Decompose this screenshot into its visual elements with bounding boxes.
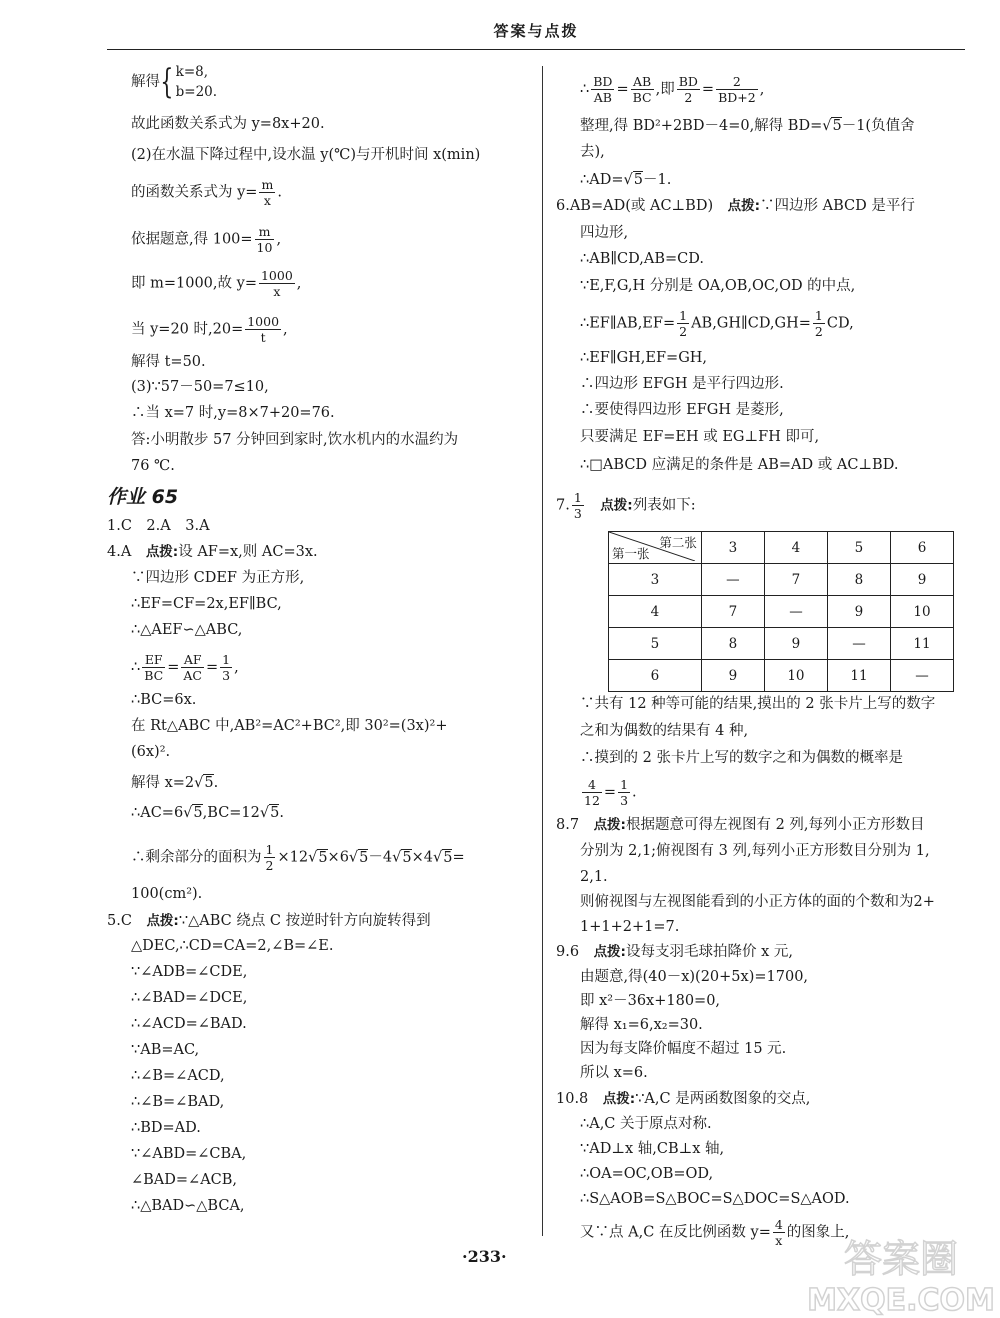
text-span: . [279,805,284,821]
text-line: 76 ℃. [131,458,175,474]
text-line: 在 Rt△ABC 中,AB²=AC²+BC²,即 30²=(3x)²+ [131,718,448,734]
radicand: 5 [193,805,203,821]
text-line: ∴OA=OC,OB=OD, [580,1166,714,1182]
text-line [131,177,282,208]
system-b: b=20. [175,84,218,100]
table-cell: 7 [764,564,827,596]
row-header: 6 [609,660,702,692]
text-span: 即 m=1000,故 y= [131,275,257,292]
text-line: 去), [580,144,605,160]
text-span: ∵△ABC 绕点 C 按逆时针方向旋转得到 [178,913,431,929]
probability-table [608,531,954,692]
text-line: ∴摸到的 2 张卡片上写的数字之和为偶数的概率是 [580,750,903,766]
text-line: ∴要使得四边形 EFGH 是菱形, [580,402,784,418]
row-header: 3 [609,564,702,596]
text-line: 分别为 2,1;俯视图有 3 列,每列小正方形数目分别为 1, [580,843,930,859]
text-span: ∴AD= [580,172,624,188]
answer-line: 1.C 2.A 3.A [107,518,210,534]
numerator: 1000 [247,314,280,329]
text-span: ×4 [411,849,433,866]
fraction [716,74,758,105]
text-span: 的图象上, [786,1224,850,1241]
answer-number: 8.7 [556,817,580,833]
table-cell: 8 [701,628,764,660]
text-span: ×12 [277,849,309,866]
answer-9 [556,942,793,962]
denominator: 2 [265,858,274,873]
radicand: 5 [270,805,280,821]
text-span: ∵A,C 是两函数图象的交点, [635,1091,811,1107]
answer-number: 7. [556,497,570,514]
text-span: . [213,775,219,791]
hint-label: 点拨: [727,198,761,214]
table-cell: — [890,660,953,692]
column-header: 6 [890,532,953,564]
denominator: AB [593,90,612,105]
text-line [131,314,288,345]
denominator: 12 [584,793,600,808]
text-line: ∴EF∥GH,EF=GH, [580,350,708,366]
hint-label: 点拨: [593,817,626,833]
text-line: ∴△AEF∽△ABC, [131,622,243,638]
numerator: 1 [814,308,823,323]
numerator: BD [678,74,698,89]
answer-10 [556,1089,810,1109]
text-line: ∴AB∥CD,AB=CD. [580,251,704,267]
numerator: 1000 [260,268,293,283]
answer-number: 4.A [107,544,132,560]
text-line: ∵AB=AC, [131,1042,200,1058]
text-span: , [283,321,288,338]
text-line: ∴EF=CF=2x,EF∥BC, [131,596,282,612]
text-line: ∵四边形 CDEF 为正方形, [131,570,305,586]
radicand: 5 [443,849,453,866]
text-line [131,224,281,255]
fraction [142,652,165,683]
hint-label: 点拨: [145,544,179,560]
header-rule [107,49,965,50]
numerator: 1 [679,308,688,323]
table-cell: 10 [890,596,953,628]
fraction [572,490,584,521]
watermark-logo [806,1232,996,1316]
table-corner-cell [609,532,702,564]
fraction [582,777,602,808]
fraction [181,652,204,683]
text-span: AB,GH∥CD,GH= [691,315,811,332]
text-line [131,268,301,299]
text-span: ∴EF∥AB,EF= [580,315,676,332]
text-span: . [632,784,637,801]
text-line: 由题意,得(40－x)(20+5x)=1700, [580,969,809,985]
text-span: 的函数关系式为 y= [131,184,258,201]
table-row [609,564,954,596]
table-cell: 11 [827,660,890,692]
text-line: ∵共有 12 种等可能的结果,摸出的 2 张卡片上写的数字 [580,696,936,712]
answer-8 [556,815,925,835]
text-span: 依据题意,得 100= [131,231,253,248]
table-row [609,660,954,692]
text-span: 又∵点 A,C 在反比例函数 y= [580,1224,771,1241]
table-cell: 8 [827,564,890,596]
denominator: BC [144,668,164,683]
text-span: = [701,81,715,98]
text-span: ×6 [327,849,349,866]
text-span: －1(负值舍 [841,118,915,134]
fraction [220,652,232,683]
text-line: ∴BD=AD. [131,1120,201,1136]
numerator: 2 [716,74,758,90]
text-line: ∴剩余部分的面积为 $\frac{1}{2}$ ×12√5×6√5－4√5×4√5= [131,842,465,873]
denominator: 3 [620,793,629,808]
numerator: 1 [573,490,582,505]
hint-label: 点拨: [602,1091,636,1107]
column-header: 5 [827,532,890,564]
fraction [677,308,689,339]
text-span: 列表如下: [632,497,696,514]
fraction [259,268,295,299]
text-span: －1. [642,172,672,188]
column-header: 3 [701,532,764,564]
numerator: BD [593,74,613,89]
text-line: 所以 x=6. [580,1065,648,1081]
text-line: ∴S△AOB=S△BOC=S△DOC=S△AOD. [580,1191,850,1207]
equation-system [176,62,217,102]
text-span: 当 y=20 时,20= [131,321,244,338]
denominator: 3 [222,668,231,683]
text-span: 解得 x=2 [131,775,195,791]
answer-5 [107,911,431,931]
radicand: 5 [359,849,369,866]
radicand: 5 [204,775,214,791]
text-span: . [277,184,282,201]
text-line: 因为每支降价幅度不超过 15 元. [580,1041,787,1057]
text-line: △DEC,∴CD=CA=2,∠B=∠E. [131,938,334,954]
text-line: (6x)². [131,744,171,760]
hint-label: 点拨: [146,913,179,929]
text-line [580,777,637,808]
numerator: m [255,224,275,240]
text-span: , [759,81,765,98]
text-line: ∴A,C 关于原点对称. [580,1116,712,1132]
table-row [609,596,954,628]
text-span: 设 AF=x,则 AC=3x. [178,544,318,560]
table-cell: 10 [764,660,827,692]
text-line: 解得 x=2√5. [131,775,219,791]
text-line: 则俯视图与左视图能看到的小正方体的面的个数和为2+ [580,894,935,910]
denominator: t [260,330,266,345]
text-span: = [167,659,180,676]
radicand: 5 [402,849,412,866]
text-span: = [603,784,617,801]
answer-number: 6.AB=AD(或 AC⊥BD) [556,198,714,214]
answer-6 [556,196,915,216]
answer-number: 5.C [107,913,132,929]
fraction [245,314,281,345]
brace-symbol: { [160,62,174,102]
text-line: ∴∠B=∠ACD, [131,1068,225,1084]
table-cell: 9 [701,660,764,692]
text-span: = [205,659,219,676]
text-span: －4 [368,849,393,866]
table-cell: 7 [701,596,764,628]
table-row [609,628,954,660]
fraction [813,308,825,339]
text-span: CD, [826,315,854,332]
text-line: (3)∵57－50=7≤10, [131,379,269,395]
numerator: 4 [582,777,602,793]
answer-number: 9.6 [556,944,580,960]
text-line [580,308,854,339]
text-line: 四边形, [580,225,629,241]
table-cell: 9 [764,628,827,660]
hint-label: 点拨: [593,944,626,960]
denominator: x [775,1233,783,1248]
fraction [631,74,654,105]
text-line: 2,1. [580,869,608,885]
table-cell: — [764,596,827,628]
text-span: 根据题意可得左视图有 2 列,每列小正方形数目 [625,817,925,833]
hint-label: 点拨: [600,497,633,514]
text-line: ∴∠B=∠BAD, [131,1094,225,1110]
fraction [255,224,275,255]
corner-top-label: 第二张 [659,535,697,550]
column-header: 4 [764,532,827,564]
numerator: AB [631,74,654,90]
page-number: ·233· [462,1247,507,1266]
text-line: ∵AD⊥x 轴,CB⊥x 轴, [580,1141,725,1157]
text-line: 答:小明散步 57 分钟回到家时,饮水机内的水温约为 [131,432,459,448]
text-line: 之和为偶数的结果有 4 种, [580,723,749,739]
fraction [591,74,614,105]
solve-system-line [131,62,217,102]
text-span: = [452,849,465,866]
text-line: ∴AC=6√5,BC=12√5. [131,805,284,821]
section-title: 作业 65 [107,486,179,508]
numerator: 1 [620,777,629,792]
text-span: 整理,得 BD²+2BD－4=0,解得 BD= [580,118,823,134]
text-line: ∵∠ABD=∠CBA, [131,1146,247,1162]
text-line [580,74,764,105]
text-line: ∴∠ACD=∠BAD. [131,1016,247,1032]
row-header: 4 [609,596,702,628]
text-line: ∠BAD=∠ACB, [131,1172,238,1188]
fraction [264,842,276,873]
text-span: ∴剩余部分的面积为 [131,849,262,866]
numerator: 4 [774,1217,783,1232]
text-line [131,652,239,683]
denominator: 3 [573,506,582,521]
denominator: 2 [684,90,693,105]
numerator: AF [181,652,204,668]
text-line: ∴AD=√5－1. [580,172,672,188]
page-header: 答案与点拨 [493,22,579,40]
text-line: 即 x²－36x+180=0, [580,993,721,1009]
table-header-row [609,532,954,564]
numerator: EF [142,652,165,668]
text-line: 整理,得 BD²+2BD－4=0,解得 BD=√5－1(负值舍 [580,118,915,134]
watermark-line1: 答案圈 [843,1237,959,1281]
denominator: 2 [814,324,823,339]
denominator: 10 [256,240,273,255]
denominator: BC [632,90,652,105]
answer-7 [556,490,696,521]
denominator: 2 [679,324,688,339]
watermark-line2: MXQE.COM [807,1283,995,1316]
text-line: 只要满足 EF=EH 或 EG⊥FH 即可, [580,429,820,445]
denominator: BD+2 [718,90,756,105]
text-line: ∵E,F,G,H 分别是 OA,OB,OC,OD 的中点, [580,278,856,294]
text-line: 解得 t=50. [131,354,206,370]
fraction [259,177,275,208]
answer-4 [107,542,318,562]
text-span: , [234,659,239,676]
denominator: AC [183,668,202,683]
text-span: 设每支羽毛球拍降价 x 元, [625,944,793,960]
text-line: ∴BC=6x. [131,692,197,708]
text-span: ∴AC=6 [131,805,184,821]
text-span: ,即 [655,81,675,98]
text-line: 100(cm²). [131,886,203,902]
text-line: ∴四边形 EFGH 是平行四边形. [580,376,784,392]
system-k: k=8, [175,64,209,80]
text-line: ∴当 x=7 时,y=8×7+20=76. [131,405,335,421]
text-line: ∴□ABCD 应满足的条件是 AB=AD 或 AC⊥BD. [580,457,899,473]
denominator: x [273,284,281,299]
text-line: (2)在水温下降过程中,设水温 y(℃)与开机时间 x(min) [131,147,481,163]
table-cell: 9 [890,564,953,596]
answer-number: 10.8 [556,1091,589,1107]
text-line: 1+1+2+1=7. [580,919,680,935]
radicand: 5 [633,172,643,188]
denominator: x [263,193,271,208]
text-span: ,BC=12 [202,805,260,821]
radicand: 5 [318,849,328,866]
fraction [773,1217,785,1248]
text-line: ∴△BAD∽△BCA, [131,1198,245,1214]
text-span: , [296,275,302,292]
numerator: m [261,177,274,192]
text-span: ∴ [131,659,141,676]
table-cell: 11 [890,628,953,660]
table-cell: — [701,564,764,596]
corner-bottom-label: 第一张 [612,546,650,561]
text-span: ∵四边形 ABCD 是平行 [760,198,915,214]
text-line: ∵∠ADB=∠CDE, [131,964,248,980]
text-line: ∴∠BAD=∠DCE, [131,990,248,1006]
column-divider [542,66,543,1236]
fraction [677,74,700,105]
table-cell: — [827,628,890,660]
row-header: 5 [609,628,702,660]
fraction [618,777,630,808]
text-span: , [276,231,282,248]
table-cell: 9 [827,596,890,628]
text-span: = [616,81,629,98]
solve-label: 解得 [131,74,160,90]
text-span: ∴ [580,81,590,98]
text-line: 故此函数关系式为 y=8x+20. [131,116,325,132]
radicand: 5 [832,118,842,134]
numerator: 1 [222,652,231,667]
text-line: 解得 x₁=6,x₂=30. [580,1017,703,1033]
numerator: 1 [265,842,274,857]
